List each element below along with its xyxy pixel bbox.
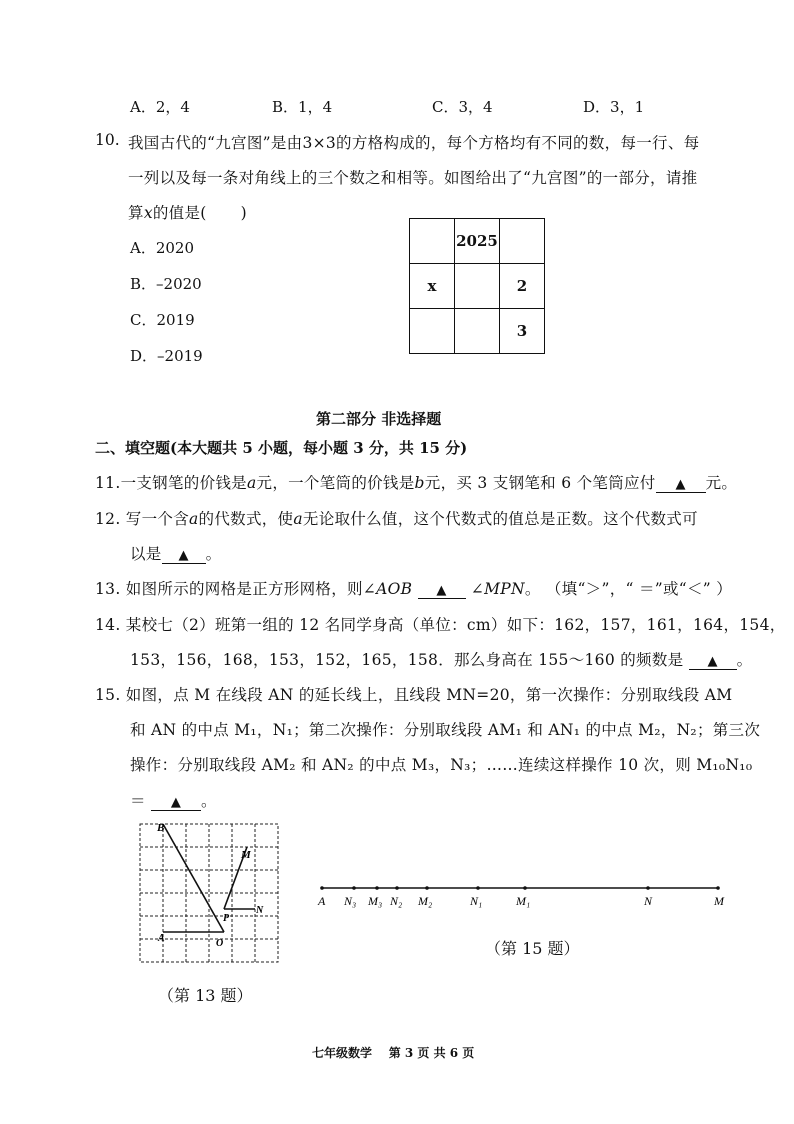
grid-cell xyxy=(410,219,455,264)
q14-line-2 xyxy=(130,648,752,670)
q12-var-a: a xyxy=(189,510,199,528)
q10-text: ) xyxy=(240,204,247,222)
label-n1: N₁ xyxy=(470,894,483,908)
blank-triangle-icon: ▲ xyxy=(436,583,447,598)
figure-15-segment xyxy=(310,876,740,910)
answer-blank[interactable] xyxy=(151,794,201,811)
point-m3 xyxy=(375,886,379,890)
page-footer: 七年级数学 第 3 页 共 6 页 xyxy=(312,1046,475,1060)
label-n2: N₂ xyxy=(390,894,403,908)
q11-text: 一支钢笔的价钱是 xyxy=(120,474,247,492)
q12-text: 写一个含 xyxy=(125,510,189,528)
blank-triangle-icon: ▲ xyxy=(675,477,686,492)
point-n1 xyxy=(476,886,480,890)
label-m3: M₃ xyxy=(368,894,383,908)
q13-text: ∠ xyxy=(470,580,485,598)
q10-text: 算 xyxy=(128,204,144,222)
section2-heading: 二、填空题(本大题共 5 小题，每小题 3 分，共 15 分) xyxy=(95,439,468,457)
grid-cell xyxy=(455,309,500,354)
label-n3: N₃ xyxy=(344,894,357,908)
answer-blank[interactable] xyxy=(162,547,206,564)
label-p: P xyxy=(223,913,230,924)
q13-angle-aob: AOB xyxy=(376,580,413,598)
label-b: B xyxy=(157,822,165,834)
q10-line-3 xyxy=(128,201,247,223)
grid-cell: 3 xyxy=(500,309,545,354)
point-n2 xyxy=(395,886,399,890)
q11-text: 元。 xyxy=(705,474,738,492)
q11-var-a: a xyxy=(246,474,257,492)
label-a: A xyxy=(318,894,326,908)
q10-option-a: A．2020 xyxy=(130,239,195,257)
q13-text: 如图所示的网格是正方形网格，则∠ xyxy=(125,580,377,598)
q13-text: 。 （填“＞”，“ ＝”或“＜” ） xyxy=(524,580,733,598)
q15-number: 15. xyxy=(95,686,121,704)
label-a: A xyxy=(158,933,165,944)
grid-cell xyxy=(410,309,455,354)
q10-variable-x: x xyxy=(143,204,153,222)
figure-15-caption: （第 15 题） xyxy=(485,939,580,958)
point-a xyxy=(320,886,324,890)
label-n: N xyxy=(644,894,653,908)
q10-line-2: 一列以及每一条对角线上的三个数之和相等。如图给出了“九宫图”的一部分，请推 xyxy=(128,169,698,187)
part2-title: 第二部分 非选择题 xyxy=(316,410,442,428)
q10-option-c: C．2019 xyxy=(130,311,195,329)
q14-line-1 xyxy=(95,613,786,635)
q9-option-c: C．3，4 xyxy=(432,98,493,116)
q15-text: 。 xyxy=(201,792,217,810)
q14-text: 。 xyxy=(736,651,753,669)
q11-var-b: b xyxy=(414,474,425,492)
q15-text: ＝ xyxy=(130,792,146,810)
q10-option-d: D．–2019 xyxy=(130,347,203,365)
blank-triangle-icon: ▲ xyxy=(178,548,189,563)
nine-palace-grid xyxy=(409,218,545,354)
q15-line-4 xyxy=(130,789,217,811)
answer-blank[interactable] xyxy=(689,653,737,670)
blank-triangle-icon: ▲ xyxy=(707,654,718,669)
q13-number: 13. xyxy=(95,580,121,598)
q15-line-3: 操作：分别取线段 AM₂ 和 AN₂ 的中点 M₃，N₃；……连续这样操作 10 次，则 M₁₀N₁₀ xyxy=(130,756,753,774)
answer-blank[interactable] xyxy=(656,476,706,493)
q12-text: 无论取什么值，这个代数式的值总是正数。这个代数式可 xyxy=(302,510,698,528)
q12-line-2 xyxy=(130,542,221,564)
q13-angle-mpn: MPN xyxy=(484,580,525,598)
grid-cell: 2025 xyxy=(455,219,500,264)
q12-text: 的代数式，使 xyxy=(198,510,294,528)
q13-line xyxy=(95,577,732,599)
label-m2: M₂ xyxy=(418,894,433,908)
grid-cell xyxy=(455,264,500,309)
label-n: N xyxy=(256,905,264,916)
label-m: M xyxy=(714,894,724,908)
q14-number: 14. xyxy=(95,616,121,634)
label-m1: M₁ xyxy=(516,894,531,908)
q11-text: 元，买 3 支钢笔和 6 个笔筒应付 xyxy=(424,474,656,492)
q9-option-a: A．2，4 xyxy=(130,98,190,116)
q12-var-a: a xyxy=(293,510,303,528)
q15-line-1 xyxy=(95,683,732,705)
q12-line-1 xyxy=(95,507,698,529)
label-m: M xyxy=(241,849,251,861)
q10-option-b: B．–2020 xyxy=(130,275,202,293)
q11-line xyxy=(95,471,737,493)
blank-triangle-icon: ▲ xyxy=(170,795,182,810)
point-m2 xyxy=(425,886,429,890)
point-n3 xyxy=(352,886,356,890)
q11-number: 11. xyxy=(95,474,121,492)
q10-line-1: 我国古代的“九宫图”是由3×3的方格构成的，每个方格均有不同的数，每一行、每 xyxy=(128,134,700,152)
q15-text: 如图，点 M 在线段 AN 的延长线上，且线段 MN=20，第一次操作：分别取线段 AM xyxy=(125,686,733,704)
q15-line-2: 和 AN 的中点 M₁，N₁；第二次操作：分别取线段 AM₁ 和 AN₁ 的中点 M₂，N₂；第三次 xyxy=(130,721,761,739)
q14-text: 153，156，168，153，152，165，158．那么身高在 155～160 的频数是 xyxy=(130,651,684,669)
q14-text: 某校七（2）班第一组的 12 名同学身高（单位：cm）如下：162，157，161，164，154， xyxy=(125,616,786,634)
q12-text: 。 xyxy=(205,545,222,563)
point-n xyxy=(646,886,650,890)
q12-number: 12. xyxy=(95,510,121,528)
figure-13-grid xyxy=(132,818,284,968)
grid-cell: 2 xyxy=(500,264,545,309)
q10-number: 10. xyxy=(95,131,120,149)
point-m xyxy=(716,886,720,890)
q9-option-d: D．3，1 xyxy=(583,98,645,116)
grid-cell: x xyxy=(410,264,455,309)
answer-blank[interactable] xyxy=(418,582,466,599)
q9-option-b: B．1，4 xyxy=(272,98,333,116)
q10-text: 的值是( xyxy=(152,204,207,222)
grid-cell xyxy=(500,219,545,264)
q12-text: 以是 xyxy=(130,545,162,563)
point-m1 xyxy=(523,886,527,890)
label-o: O xyxy=(216,938,224,949)
q11-text: 元，一个笔筒的价钱是 xyxy=(256,474,415,492)
figure-13-caption: （第 13 题） xyxy=(158,986,253,1005)
